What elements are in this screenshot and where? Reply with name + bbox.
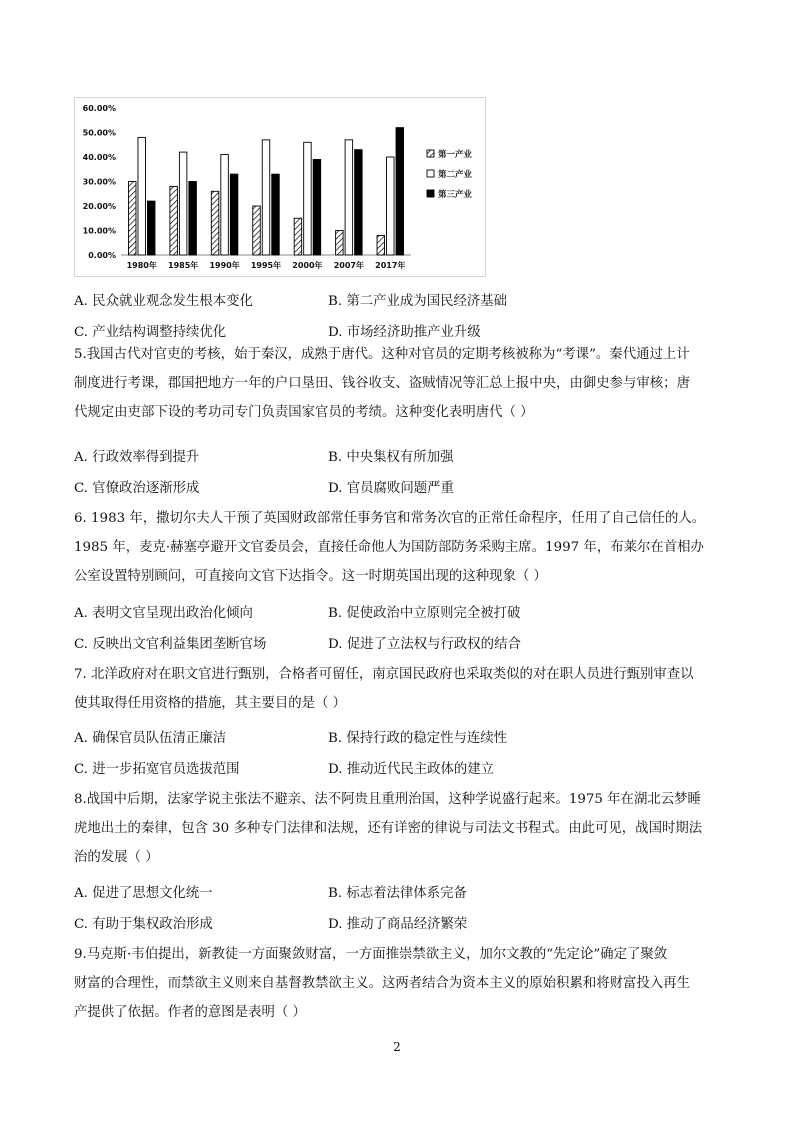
question-line: 制度进行考课，郡国把地方一年的户口垦田、钱谷收支、盗贼情况等汇总上报中央，由御史参与审核；唐 bbox=[74, 376, 690, 391]
y-tick-label: 10.00% bbox=[82, 226, 116, 236]
chart-y-tick-labels bbox=[83, 104, 116, 260]
x-tick-label: 1995年 bbox=[250, 261, 282, 270]
y-tick-label: 40.00% bbox=[82, 153, 116, 162]
q8-option-a[interactable]: A. 促进了思想文化统一 bbox=[74, 886, 213, 901]
question-9-stem bbox=[74, 940, 734, 1027]
question-line: 1985 年，麦克·赫塞亭避开文官委员会，直接任命他人为国防部防务采购主席。1997 年，布莱尔在首相办 bbox=[74, 540, 704, 555]
q5-option-a[interactable]: A. 行政效率得到提升 bbox=[74, 450, 200, 465]
q5-option-d[interactable]: D. 官员腐败问题严重 bbox=[328, 481, 454, 496]
x-tick-label: 1985年 bbox=[168, 261, 199, 270]
q6-option-c[interactable]: C. 反映出文官利益集团垄断官场 bbox=[74, 637, 267, 652]
bar-第一产业-1990年 bbox=[211, 191, 219, 255]
q4-option-a[interactable]: A. 民众就业观念发生根本变化 bbox=[74, 294, 253, 309]
legend-swatch bbox=[427, 170, 434, 177]
q6-option-b[interactable]: B. 促使政治中立原则完全被打破 bbox=[328, 606, 521, 621]
q8-option-b[interactable]: B. 标志着法律体系完备 bbox=[328, 886, 467, 901]
bar-第一产业-1985年 bbox=[170, 186, 178, 255]
question-line: 使其取得任用资格的措施，其主要目的是（ ） bbox=[74, 696, 347, 711]
chart-legend bbox=[427, 149, 473, 200]
question-5-stem bbox=[74, 340, 734, 427]
bar-第一产业-2017年 bbox=[377, 235, 385, 255]
page-number: 2 bbox=[393, 1040, 401, 1054]
y-tick-label: 60.00% bbox=[82, 104, 116, 113]
q5-option-c[interactable]: C. 官僚政治逐渐形成 bbox=[74, 481, 200, 496]
y-tick-label: 20.00% bbox=[82, 202, 116, 211]
question-line: 9.马克斯·韦伯提出，新教徒一方面聚敛财富，一方面推崇禁欲主义，加尔文教的“先定论”确定了聚敛 bbox=[74, 947, 668, 962]
q8-option-d[interactable]: D. 推动了商品经济繁荣 bbox=[328, 917, 468, 932]
bar-第二产业-1990年 bbox=[221, 155, 229, 255]
legend-label: 第一产业 bbox=[438, 150, 473, 160]
x-tick-label: 1990年 bbox=[209, 261, 240, 270]
q5-option-b[interactable]: B. 中央集权有所加强 bbox=[328, 450, 454, 465]
bar-第三产业-1985年 bbox=[189, 182, 197, 256]
chart-svg bbox=[75, 98, 485, 276]
bar-第三产业-2007年 bbox=[355, 150, 363, 255]
bar-第三产业-1995年 bbox=[272, 174, 280, 255]
legend-swatch bbox=[427, 150, 434, 157]
y-tick-label: 30.00% bbox=[82, 177, 116, 187]
bar-第二产业-1985年 bbox=[179, 152, 187, 255]
q7-option-a[interactable]: A. 确保官员队伍清正廉洁 bbox=[74, 731, 227, 746]
y-tick-label: 0.00% bbox=[88, 251, 116, 260]
bar-第三产业-2000年 bbox=[313, 159, 321, 255]
q7-option-d[interactable]: D. 推动近代民主政体的建立 bbox=[328, 762, 495, 777]
question-line: 6. 1983 年，撒切尔夫人干预了英国财政部常任事务官和常务次官的正常任命程序，任用了自己信任的人。 bbox=[74, 511, 706, 526]
q7-option-b[interactable]: B. 保持行政的稳定性与连续性 bbox=[328, 731, 508, 746]
x-tick-label: 1980年 bbox=[126, 261, 157, 270]
question-8-stem bbox=[74, 785, 734, 872]
bar-第三产业-1980年 bbox=[147, 201, 155, 255]
bar-第二产业-1980年 bbox=[138, 137, 146, 255]
bar-第三产业-1990年 bbox=[230, 174, 238, 255]
bar-第一产业-2000年 bbox=[294, 218, 302, 255]
x-tick-label: 2017年 bbox=[375, 261, 406, 270]
chart-bars bbox=[128, 128, 403, 255]
bar-第三产业-2017年 bbox=[396, 128, 404, 255]
question-line: 产提供了依据。作者的意图是表明（ ） bbox=[74, 1005, 306, 1020]
q4-option-c[interactable]: C. 产业结构调整持续优化 bbox=[74, 325, 227, 340]
legend-swatch bbox=[427, 190, 434, 197]
bar-第一产业-2007年 bbox=[336, 231, 344, 256]
y-tick-label: 50.00% bbox=[82, 128, 116, 138]
q6-option-d[interactable]: D. 促进了立法权与行政权的结合 bbox=[328, 637, 521, 652]
q7-option-c[interactable]: C. 进一步拓宽官员选拔范围 bbox=[74, 762, 240, 777]
q4-option-b[interactable]: B. 第二产业成为国民经济基础 bbox=[328, 294, 508, 309]
x-tick-label: 2000年 bbox=[292, 261, 323, 270]
legend-label: 第三产业 bbox=[438, 190, 473, 200]
question-line: 5.我国古代对官吏的考核，始于秦汉，成熟于唐代。这种对官员的定期考核被称为“考课”。秦代通过上计 bbox=[74, 347, 690, 362]
q4-option-d[interactable]: D. 市场经济助推产业升级 bbox=[328, 325, 481, 340]
question-line: 公室设置特别顾问，可直接向文官下达指令。这一时期英国出现的这种现象（ ） bbox=[74, 569, 547, 584]
question-line: 7. 北洋政府对在职文官进行甄别，合格者可留任，南京国民政府也采取类似的对在职人员进行甄别审查以 bbox=[74, 667, 694, 682]
question-line: 虎地出土的秦律，包含 30 多种专门法律和法规，还有详密的律说与司法文书程式。由此可见，战国时期法 bbox=[74, 821, 703, 836]
industry-structure-chart bbox=[74, 97, 486, 277]
question-line: 财富的合理性，而禁欲主义则来自基督教禁欲主义。这两者结合为资本主义的原始积累和将财富投入再生 bbox=[74, 976, 690, 991]
question-line: 代规定由吏部下设的考功司专门负责国家官员的考绩。这种变化表明唐代（ ） bbox=[74, 405, 534, 420]
bar-第一产业-1980年 bbox=[128, 182, 136, 256]
chart-x-tick-labels bbox=[127, 260, 406, 270]
bar-第一产业-1995年 bbox=[253, 206, 261, 255]
bar-第二产业-1995年 bbox=[262, 140, 270, 255]
x-tick-label: 2007年 bbox=[333, 261, 364, 270]
bar-第二产业-2007年 bbox=[345, 140, 353, 255]
q8-option-c[interactable]: C. 有助于集权政治形成 bbox=[74, 917, 213, 932]
question-line: 治的发展（ ） bbox=[74, 850, 159, 865]
question-7-stem bbox=[74, 660, 734, 718]
bar-第二产业-2017年 bbox=[387, 157, 395, 255]
question-6-stem bbox=[74, 504, 734, 591]
q6-option-a[interactable]: A. 表明文官呈现出政治化倾向 bbox=[74, 606, 253, 621]
legend-label: 第二产业 bbox=[438, 170, 473, 180]
bar-第二产业-2000年 bbox=[304, 142, 312, 255]
question-line: 8.战国中后期，法家学说主张法不避亲、法不阿贵且重刑治国，这种学说盛行起来。1975 年在湖北云梦睡 bbox=[74, 792, 701, 807]
